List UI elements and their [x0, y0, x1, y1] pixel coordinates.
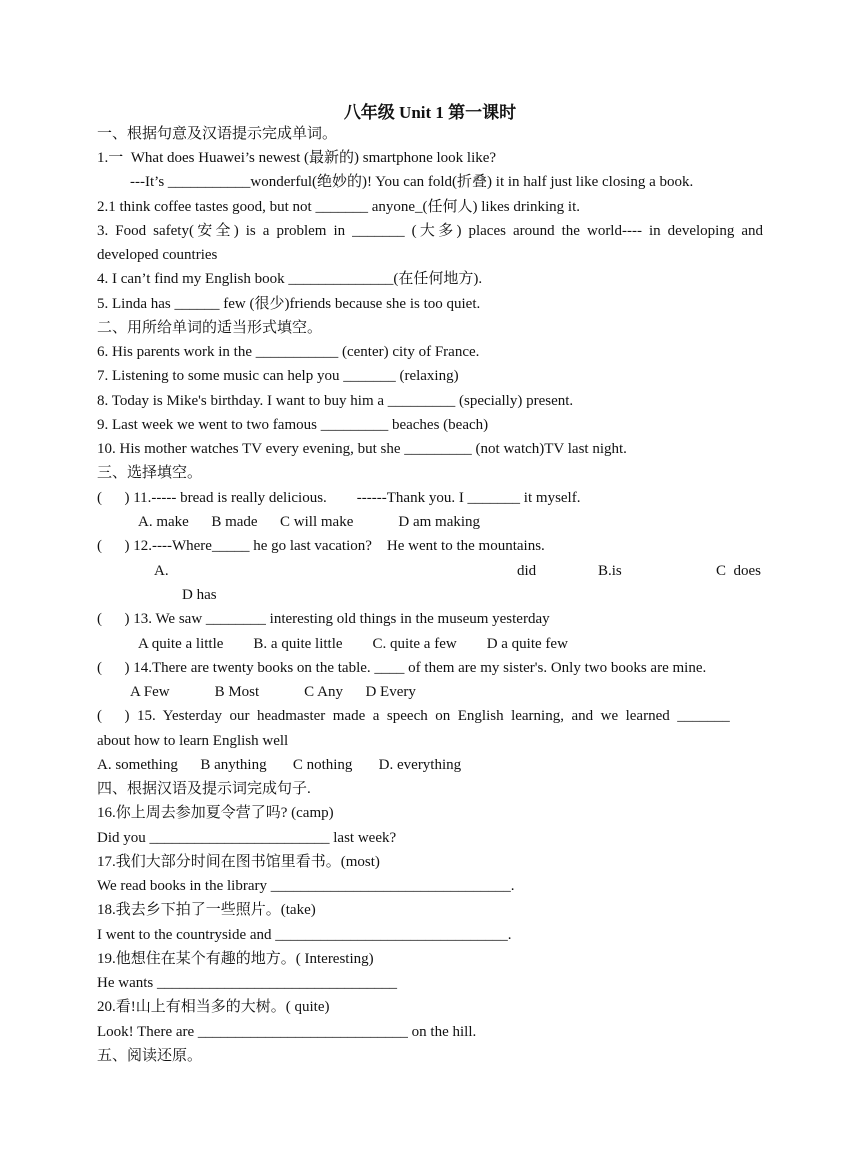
question-20-answer: Look! There are ____________________________ on the hill.: [97, 1024, 477, 1040]
question-12-option-a: A.: [154, 563, 169, 579]
question-19-answer: He wants ________________________________: [97, 975, 397, 991]
question-12-option-d: D has: [182, 587, 217, 603]
question-15-cont: about how to learn English well: [97, 733, 289, 749]
section-heading: 二、用所给单词的适当形式填空。: [97, 320, 323, 336]
question-3-cont: developed countries: [97, 247, 218, 263]
question-14: ( ) 14.There are twenty books on the table. ____ of them are my sister's. Only two books are mine.: [97, 660, 707, 676]
question-2: 2.1 think coffee tastes good, but not _______ anyone_(任何人) likes drinking it.: [97, 199, 580, 215]
question-20-prompt: 20.看!山上有相当多的大树。( quite): [97, 999, 330, 1015]
question-7: 7. Listening to some music can help you _______ (relaxing): [97, 368, 459, 384]
section-heading: 五、阅读还原。: [97, 1048, 203, 1064]
question-1-answer-line: ---It’s ___________wonderful(绝妙的)! You can fold(折叠) it in half just like closing a book.: [130, 174, 694, 190]
question-6: 6. His parents work in the ___________ (center) city of France.: [97, 344, 480, 360]
page-title: 八年级 Unit 1 第一课时: [343, 103, 517, 122]
question-15-options: A. something B anything C nothing D. everything: [97, 757, 462, 773]
question-5: 5. Linda has ______ few (很少)friends because she is too quiet.: [97, 296, 481, 312]
question-11-options: A. make B made C will make D am making: [138, 514, 481, 530]
question-3: 3. Food safety(安全) is a problem in _______ (大多) places around the world---- in developing and: [97, 223, 763, 239]
question-12-option-c: C does: [716, 563, 761, 579]
section-heading: 三、选择填空。: [97, 465, 203, 481]
question-14-options: A Few B Most C Any D Every: [130, 684, 416, 700]
question-1: 1.一 What does Huawei’s newest (最新的) smartphone look like?: [97, 150, 497, 166]
question-12-option-b: B.is: [598, 563, 622, 579]
question-9: 9. Last week we went to two famous _________ beaches (beach): [97, 417, 489, 433]
question-17-answer: We read books in the library ________________________________.: [97, 878, 515, 894]
question-15: ( ) 15. Yesterday our headmaster made a speech on English learning, and we learned _______: [97, 708, 730, 724]
question-19-prompt: 19.他想住在某个有趣的地方。( Interesting): [97, 951, 374, 967]
section-heading: 四、根据汉语及提示词完成句子.: [97, 781, 311, 797]
question-16-answer: Did you ________________________ last week?: [97, 830, 397, 846]
question-16-prompt: 16.你上周去参加夏令营了吗? (camp): [97, 805, 334, 821]
question-12-option-a-text: did: [517, 563, 537, 579]
question-13: ( ) 13. We saw ________ interesting old things in the museum yesterday: [97, 611, 550, 627]
question-11: ( ) 11.----- bread is really delicious. ------Thank you. I _______ it myself.: [97, 490, 581, 506]
question-10: 10. His mother watches TV every evening, but she _________ (not watch)TV last night.: [97, 441, 627, 457]
question-13-options: A quite a little B. a quite little C. quite a few D a quite few: [138, 636, 568, 652]
question-4: 4. I can’t find my English book ______________(在任何地方).: [97, 271, 483, 287]
question-17-prompt: 17.我们大部分时间在图书馆里看书。(most): [97, 854, 380, 870]
question-12: ( ) 12.----Where_____ he go last vacation? He went to the mountains.: [97, 538, 545, 554]
question-18-prompt: 18.我去乡下拍了一些照片。(take): [97, 902, 316, 918]
section-heading: 一、根据句意及汉语提示完成单词。: [97, 126, 338, 142]
question-8: 8. Today is Mike's birthday. I want to buy him a _________ (specially) present.: [97, 393, 574, 409]
question-18-answer: I went to the countryside and _______________________________.: [97, 927, 512, 943]
